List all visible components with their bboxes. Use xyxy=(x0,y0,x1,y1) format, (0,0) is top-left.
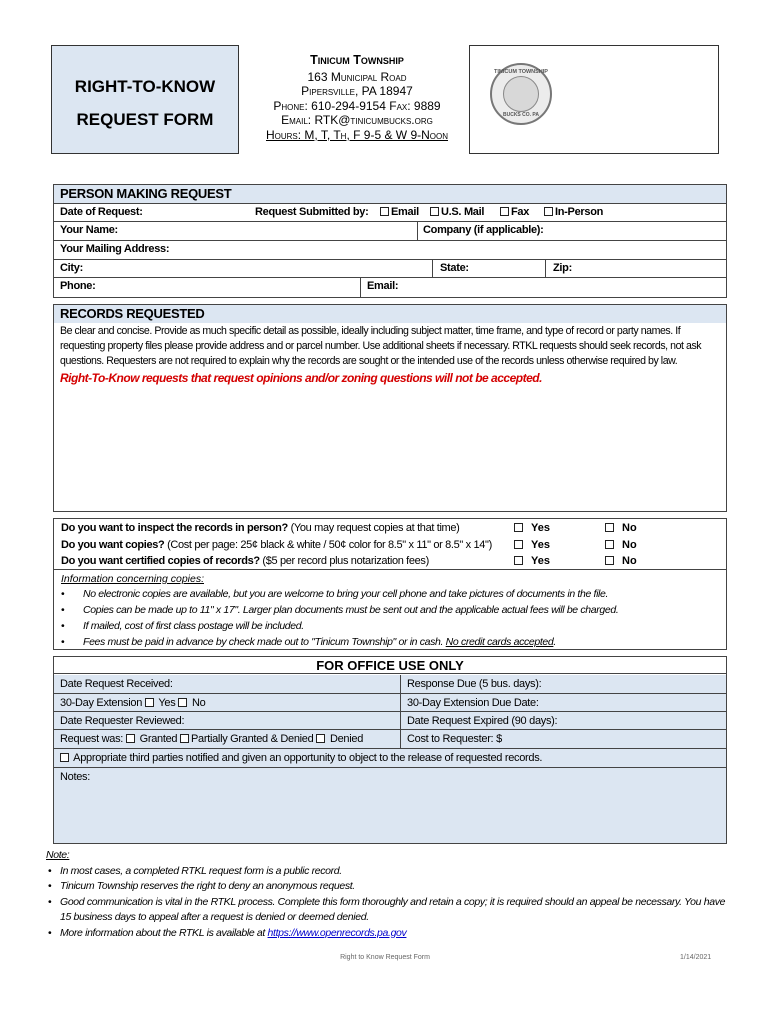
notes-section xyxy=(46,848,736,941)
email-address: Email: RTK@tinicumbucks.org xyxy=(281,113,433,127)
request-was-label: Request was: xyxy=(60,733,124,745)
office-notes[interactable] xyxy=(54,767,726,843)
method-fax[interactable] xyxy=(494,204,529,221)
copies-info-list xyxy=(61,586,721,650)
granted-checkbox[interactable] xyxy=(126,734,135,743)
divider xyxy=(545,260,546,277)
list-item: • Tinicum Township reserves the right to deny an anonymous request. xyxy=(46,879,736,895)
extension-due-label: 30-Day Extension Due Date: xyxy=(401,694,726,712)
logo-box xyxy=(469,45,719,154)
city-row xyxy=(54,260,726,278)
inspect-question-rest: (You may request copies at that time) xyxy=(287,522,460,534)
method-mail-label: U.S. Mail xyxy=(441,206,485,218)
copies-question xyxy=(61,539,492,551)
office-use-title: FOR OFFICE USE ONLY xyxy=(54,657,726,674)
copies-no[interactable] xyxy=(605,539,637,551)
copies-yes-checkbox[interactable] xyxy=(514,540,523,549)
method-mail[interactable] xyxy=(424,204,484,221)
email-checkbox[interactable] xyxy=(380,207,389,216)
township-name: Tinicum Township xyxy=(310,53,404,67)
seal-center xyxy=(503,76,539,112)
city-label: City: xyxy=(60,262,83,274)
seal-top-text: TINICUM TOWNSHIP xyxy=(494,69,548,75)
company-label: Company (if applicable): xyxy=(423,224,544,236)
records-warning: Right-To-Know requests that request opinions and/or zoning questions will not be accepted. xyxy=(60,371,542,385)
submitted-by-label: Request Submitted by: xyxy=(255,206,369,218)
inspect-no-label: No xyxy=(622,522,637,534)
list-item: • Fees must be paid in advance by check made out to "Tinicum Township" or in cash. No credit cards accepted. xyxy=(61,636,556,648)
fax-checkbox[interactable] xyxy=(500,207,509,216)
partially-checkbox[interactable] xyxy=(180,734,189,743)
phone-fax: Phone: 610-294-9154 Fax: 9889 xyxy=(273,98,441,113)
footer-date: 1/14/2021 xyxy=(680,954,712,961)
records-instructions: Be clear and concise. Provide as much specific detail as possible, ideally including subject matter, time frame, and type of record or party names. If requesting property files please provide address and or parcel number. Use additional sheets if necessary. RTKL requests should seek records, not ask questions. Requesters are not required to explain why the records are sought or the intended use of the records unless otherwise required by law. xyxy=(60,325,702,367)
date-reviewed-label: Date Requester Reviewed: xyxy=(54,712,401,730)
copies-question-bold: Do you want copies? xyxy=(61,539,165,551)
mail-checkbox[interactable] xyxy=(430,207,439,216)
office-notes-label: Notes: xyxy=(60,771,90,783)
certified-question xyxy=(61,555,429,567)
phone-row xyxy=(54,278,726,298)
divider xyxy=(432,260,433,277)
state-label: State: xyxy=(440,262,469,274)
method-in-person-label: In-Person xyxy=(555,206,604,218)
seal-bottom-text: BUCKS CO. PA xyxy=(502,112,540,118)
copies-yes-label: Yes xyxy=(531,539,550,551)
copies-no-label: No xyxy=(622,539,637,551)
copies-no-checkbox[interactable] xyxy=(605,540,614,549)
certified-yes-label: Yes xyxy=(531,555,550,567)
third-parties-label: Appropriate third parties notified and given an opportunity to object to the release of requested records. xyxy=(73,752,543,764)
list-item: • Good communication is vital in the RTKL process. Complete this form thoroughly and retain a copy; it is required should an appeal be necessary. You have 15 business days to appeal after a request is denied or deemed denied. xyxy=(46,895,736,926)
partially-label: Partially Granted & Denied xyxy=(191,733,314,745)
copies-section xyxy=(53,518,727,650)
openrecords-link[interactable]: https://www.openrecords.pa.gov xyxy=(267,926,407,939)
township-seal-icon xyxy=(490,63,552,125)
third-parties-checkbox[interactable] xyxy=(60,753,69,762)
certified-no-checkbox[interactable] xyxy=(605,556,614,565)
certified-question-bold: Do you want certified copies of records? xyxy=(61,555,260,567)
form-title-line2: REQUEST FORM xyxy=(76,110,214,129)
person-section xyxy=(53,184,727,298)
inspect-question-bold: Do you want to inspect the records in person? xyxy=(61,522,288,534)
inspect-no[interactable] xyxy=(605,522,637,534)
method-in-person[interactable] xyxy=(538,204,603,221)
office-use-section xyxy=(53,656,727,844)
method-fax-label: Fax xyxy=(511,206,530,218)
form-title-line1: RIGHT-TO-KNOW xyxy=(74,77,216,96)
list-item: • In most cases, a completed RTKL request form is a public record. xyxy=(46,864,736,880)
footer-title: Right to Know Request Form xyxy=(340,954,430,961)
granted-label: Granted xyxy=(139,733,178,745)
certified-yes-checkbox[interactable] xyxy=(514,556,523,565)
certified-question-rest: ($5 per record plus notarization fees) xyxy=(259,555,429,567)
period: . xyxy=(553,636,556,648)
phone-label: Phone: xyxy=(60,280,96,292)
denied-checkbox[interactable] xyxy=(316,734,325,743)
extension-no-label: No xyxy=(191,697,206,709)
copies-question-rest: (Cost per page: 25¢ black & white / 50¢ color for 8.5" x 11" or 8.5" x 14") xyxy=(164,539,492,551)
records-section[interactable] xyxy=(53,304,727,512)
certified-yes[interactable] xyxy=(514,555,550,567)
zip-label: Zip: xyxy=(553,262,572,274)
extension-no-checkbox[interactable] xyxy=(178,698,187,707)
method-email[interactable] xyxy=(374,204,419,221)
email-label: Email: xyxy=(367,280,399,292)
list-item: • No electronic copies are available, but you are welcome to bring your cell phone and take pictures of documents in the file. xyxy=(61,588,609,600)
certified-no[interactable] xyxy=(605,555,637,567)
date-of-request-label: Date of Request: xyxy=(60,206,143,218)
date-received-label: Date Request Received: xyxy=(54,675,401,694)
certified-no-label: No xyxy=(622,555,637,567)
name-row xyxy=(54,222,726,241)
form-title-box xyxy=(51,45,239,154)
inspect-yes-label: Yes xyxy=(531,522,550,534)
method-email-label: Email xyxy=(391,206,419,218)
records-section-title: RECORDS REQUESTED xyxy=(54,305,726,323)
extension-row xyxy=(54,694,401,712)
list-item: • If mailed, cost of first class postage will be included. xyxy=(61,620,304,632)
in-person-checkbox[interactable] xyxy=(544,207,553,216)
inspect-question xyxy=(61,522,459,534)
your-name-label: Your Name: xyxy=(60,224,118,236)
extension-yes-checkbox[interactable] xyxy=(145,698,154,707)
inspect-yes-checkbox[interactable] xyxy=(514,523,523,532)
response-due-label: Response Due (5 bus. days): xyxy=(401,675,726,694)
list-item: • More information about the RTKL is available at https://www.openrecords.pa.gov xyxy=(46,926,736,942)
mailing-row xyxy=(54,241,726,260)
person-section-title: PERSON MAKING REQUEST xyxy=(54,185,726,204)
divider xyxy=(54,569,726,570)
third-parties-row xyxy=(54,749,726,767)
date-row xyxy=(54,204,726,222)
copies-yes[interactable] xyxy=(514,539,550,551)
cost-label: Cost to Requester: $ xyxy=(401,730,726,749)
request-status-row xyxy=(54,730,401,749)
address-line1: 163 Municipal Road xyxy=(307,69,407,84)
extension-label: 30-Day Extension xyxy=(60,697,143,709)
date-expired-label: Date Request Expired (90 days): xyxy=(401,712,726,730)
copies-info-header: Information concerning copies: xyxy=(61,573,204,585)
inspect-yes[interactable] xyxy=(514,522,550,534)
notes-header: Note: xyxy=(46,849,70,861)
denied-label: Denied xyxy=(329,733,364,745)
address-line2: Pipersville, PA 18947 xyxy=(301,84,413,98)
township-address xyxy=(250,53,464,142)
mailing-address-label: Your Mailing Address: xyxy=(60,243,170,255)
office-hours: Hours: M, T, Th, F 9-5 & W 9-Noon xyxy=(265,127,449,142)
extension-yes-label: Yes xyxy=(158,697,176,709)
inspect-no-checkbox[interactable] xyxy=(605,523,614,532)
no-credit-cards: No credit cards accepted xyxy=(445,636,554,648)
list-item: • Copies can be made up to 11" x 17". Larger plan documents must be sent out and the applicable actual fees will be charged. xyxy=(61,604,619,616)
